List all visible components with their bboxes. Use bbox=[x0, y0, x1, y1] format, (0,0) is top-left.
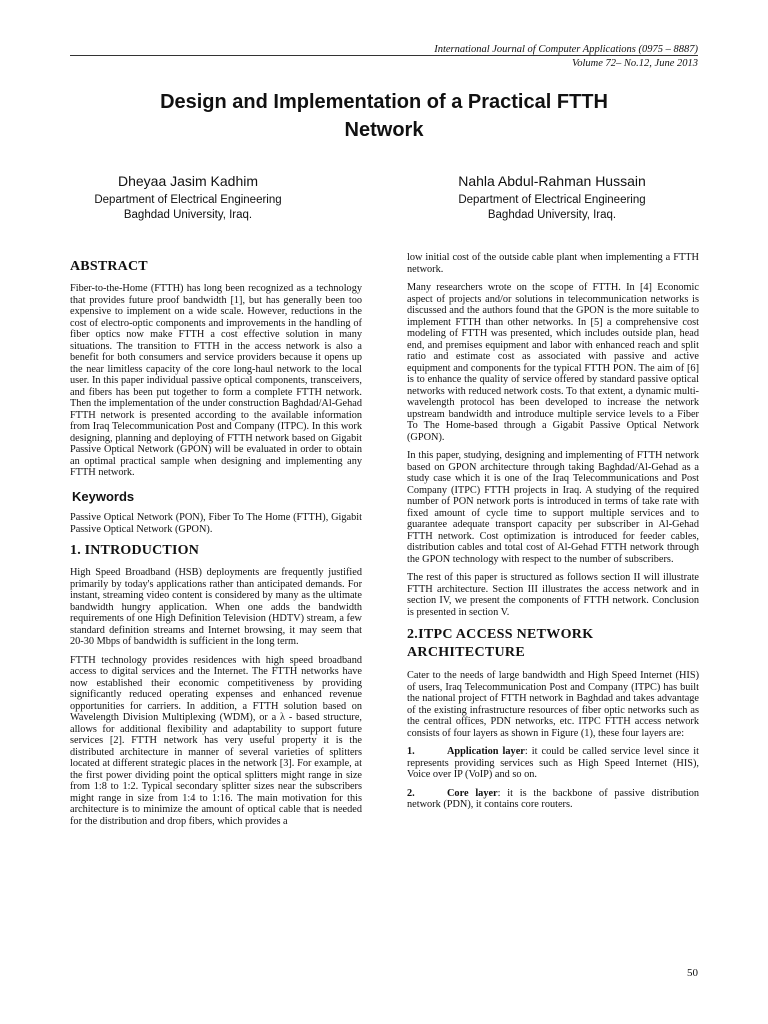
layer-item-application bbox=[407, 746, 699, 781]
author-name: Nahla Abdul-Rahman Hussain bbox=[458, 173, 646, 189]
abstract-heading: ABSTRACT bbox=[70, 259, 148, 274]
architecture-heading-line-1: 2.ITPC ACCESS NETWORK bbox=[407, 627, 594, 642]
paper-title bbox=[70, 88, 698, 144]
layer-term: Core layer bbox=[447, 787, 498, 799]
layer-term: Application layer bbox=[447, 746, 525, 757]
author-university: Baghdad University, Iraq. bbox=[123, 209, 253, 221]
title-line-2: Network bbox=[344, 119, 424, 141]
layer-number: 1. bbox=[407, 746, 415, 757]
header-rule bbox=[70, 55, 698, 56]
title-line-1: Design and Implementation of a Practical FTTH bbox=[160, 91, 608, 113]
author-2 bbox=[402, 172, 702, 223]
intro-paragraph-3: low initial cost of the outside cable plant when implementing a FTTH network. bbox=[407, 252, 699, 275]
layer-description: : it is the backbone of passive distribution network (PDN), it contains core routers. bbox=[407, 787, 699, 810]
keywords-text: Passive Optical Network (PON), Fiber To The Home (FTTH), Gigabit Passive Optical Network (GPON). bbox=[70, 512, 362, 535]
architecture-heading-line-2: ARCHITECTURE bbox=[407, 645, 525, 660]
intro-paragraph-2: FTTH technology provides residences with high speed broadband access to digital services and the Internet. The FTTH networks have now established their economic competitiveness by providing significantly reduced operating expenses and enhanced revenue opportunities for carriers. In addition, a FTTH solution based on Wavelength Division Multiplexing (WDM), or a λ - based structure, allows for additional flexibility and adaptability to support future services [2]. FTTH network has very useful property it is the distributed architecture in manner of several varieties of splitters located at different strategic places in the network [3]. For example, at the first power dividing point the optical splitters might range in size from 1:8 to 1:2. Typical secondary splitter sizes near the subscribers might range in size from 1:4 to 1:16. The main motivation for this architecture is to minimize the amount of optical cable that is needed for the distribution and drop fibers, which provides a bbox=[70, 654, 362, 827]
layer-description: : it could be called service level since it represents providing services such as High Speed Internet (HIS), Voice over IP (VoIP) and so on. bbox=[407, 746, 699, 780]
author-department: Department of Electrical Engineering bbox=[94, 194, 282, 206]
right-column bbox=[407, 252, 699, 818]
layer-number: 2. bbox=[407, 787, 415, 799]
journal-name: International Journal of Computer Applications (0975 – 8887) bbox=[434, 44, 698, 55]
introduction-heading: 1. INTRODUCTION bbox=[70, 543, 200, 558]
page-number: 50 bbox=[687, 967, 698, 979]
layer-item-core bbox=[407, 788, 699, 811]
intro-paragraph-1: High Speed Broadband (HSB) deployments are frequently justified primarily by today's applications rather than anticipated demands. For instant, streaming video content is considered by many as the ultimate bandwidth hungry application. When one adds the bandwidth requirements of one High Definition Television (HDTV) stream, a few standard definition streams and Internet browsing, it may seem that 20-30 Mbps of bandwidth is sufficient in the long term. bbox=[70, 567, 362, 647]
author-name: Dheyaa Jasim Kadhim bbox=[117, 173, 259, 189]
left-column bbox=[70, 252, 362, 834]
volume-info: Volume 72– No.12, June 2013 bbox=[572, 58, 698, 69]
study-paragraph: In this paper, studying, designing and implementing of FTTH network based on GPON architecture through taking Baghdad/Al-Gehad as a study case which it is one of the Iraq Telecommunications and Post Company (ITPC) FTTH projects in Iraq. A studying of the required number of PON network ports is introduced in terms of take rate with fixed amount of cycle time to support multiple services and to guarantee adequate transport capacity per subscriber in Al-Gehad FTTH network. Cost optimization is introduced for feeder cables, distribution cables and total cost of Al-Gehad FTTH network through the GPON technology with respect to the number of subscribers. bbox=[407, 450, 699, 565]
author-university: Baghdad University, Iraq. bbox=[487, 209, 617, 221]
keywords-heading: Keywords bbox=[72, 488, 135, 504]
author-department: Department of Electrical Engineering bbox=[458, 194, 646, 206]
architecture-paragraph: Cater to the needs of large bandwidth and High Speed Internet (HIS) of users, Iraq Telecommunication Post and Company (ITPC) has built the national project of FTTH network in Baghdad and takes advantage of the existing infrastructure resources of fiber optic networks such as the central offices, PDN networks, etc. ITPC FTTH access network consists of four layers as shown in Figure (1), these four layers are: bbox=[407, 670, 699, 739]
abstract-text: Fiber-to-the-Home (FTTH) has long been recognized as a technology that provides future proof bandwidth [1], but has generally been too expensive to implement on a wide scale. However, reductions in the cost of electro-optic components and improvements in the handling of fiber optics now make FTTH a cost effective solution in many situations. The transition to FTTH in the access network is also a benefit for both consumers and service providers because it opens up the near limitless capacity of the core long-haul network to the local user. In this paper individual passive optical components, transceivers, and fibers has been put together to form a complete FTTH network. Then the implementation of the under construction Baghdad/Al-Gehad FTTH network is presented according to the available information from Iraq Telecommunication Post and Company (ITPC). In this work designing, planning and deploying of FTTH network based on Gigabit Passive Optical Network (GPON) will be evaluated in order to obtain an optimal practical sample when designing and implementing any FTTH network. bbox=[70, 283, 362, 478]
related-work-paragraph: Many researchers wrote on the scope of FTTH. In [4] Economic aspect of projects and/or solutions in telecommunication networks is discussed and the authors found that the GPON is the more suitable to implement FTTH than other networks. In [5] a comprehensive cost modeling of FTTH was presented, which includes outside plan, head end, and premises equipment and labor with enhanced reach and split ratio and estimate cost as associated with passive and active equipment and components for the typical FTTH PON. The aim of [6] is to enhance the quality of service offered by standard passive optical networks with reduced network costs. To that extent, a dynamic multi-wavelength protocol has been developed to increase the network upstream bandwidth and introduce multiple service levels to a Fiber To The Home-based through a Gigabit Passive Optical Network (GPON). bbox=[407, 282, 699, 443]
architecture-heading bbox=[407, 626, 699, 662]
author-1 bbox=[38, 172, 338, 223]
structure-paragraph: The rest of this paper is structured as follows section II will illustrate FTTH architecture. Section III illustrates the access network and in section IV, we present the components of FTTH network. Conclusion is presented in section V. bbox=[407, 572, 699, 618]
